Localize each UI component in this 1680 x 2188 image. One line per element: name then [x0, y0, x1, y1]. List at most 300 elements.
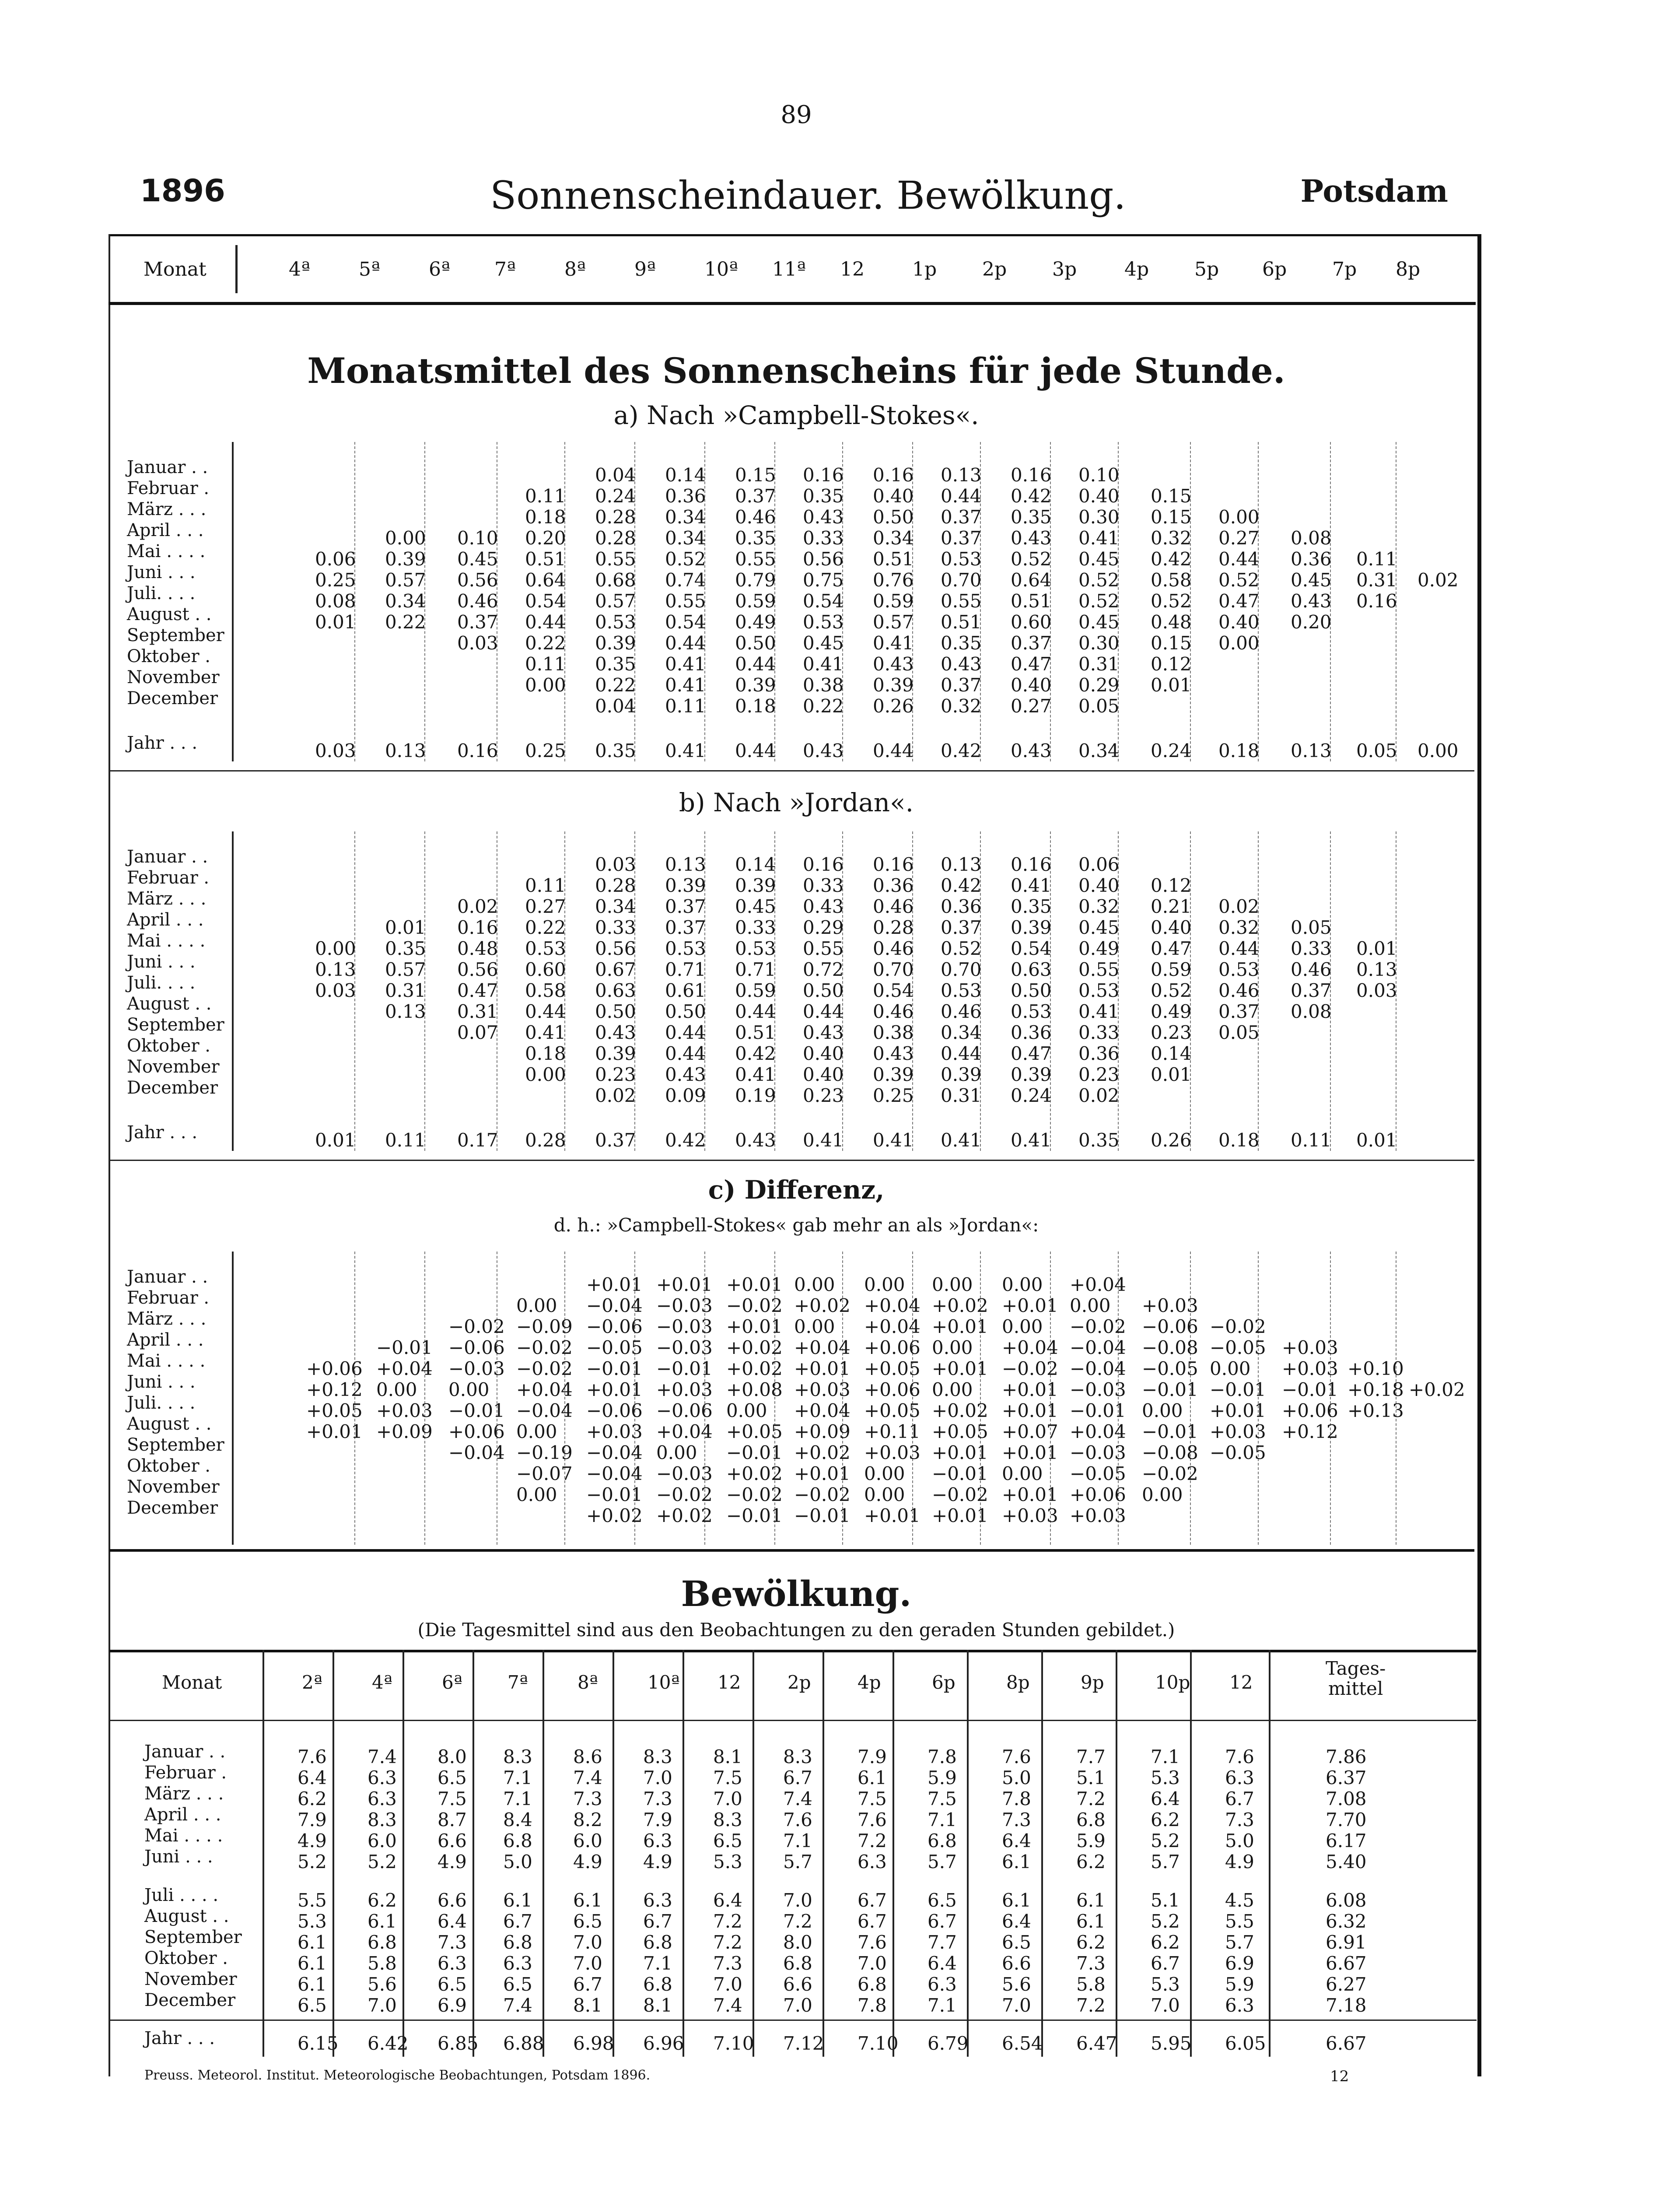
- table-cell: 0.54: [873, 980, 914, 1001]
- table-cell: +0.01: [1002, 1442, 1058, 1463]
- column-separator: [424, 1252, 425, 1545]
- table-cell: 0.00: [932, 1274, 973, 1295]
- cloud-cell: 6.2: [1151, 1932, 1180, 1953]
- table-cell: +0.06: [864, 1337, 920, 1358]
- table-cell: +0.01: [656, 1274, 713, 1295]
- table-cell: 0.55: [595, 548, 636, 570]
- month-label: März . . .: [127, 889, 206, 909]
- cloud-header-cell: 9p: [1081, 1672, 1104, 1693]
- table-cell: 0.16: [803, 854, 844, 875]
- table-cell: 0.53: [941, 548, 982, 570]
- table-cell: 0.67: [595, 959, 636, 980]
- cloud-cell: 8.0: [438, 1746, 467, 1767]
- cloud-cell: 5.0: [1002, 1767, 1031, 1788]
- cloud-cell: 6.4: [438, 1911, 467, 1932]
- table-cell: 0.13: [941, 464, 982, 486]
- cloud-cell: 6.7: [858, 1890, 887, 1911]
- year-cell: 0.44: [873, 740, 914, 761]
- table-cell: 0.47: [1151, 938, 1192, 959]
- cloud-cell: 6.5: [438, 1767, 467, 1788]
- table-cell: 0.44: [735, 1001, 776, 1022]
- hour-header: 10ª: [704, 258, 738, 281]
- cloud-cell: 8.4: [503, 1809, 532, 1830]
- table-cell: 0.41: [1078, 1001, 1120, 1022]
- table-cell: −0.07: [516, 1463, 573, 1484]
- table-cell: 0.10: [457, 527, 498, 549]
- cloud-year-cell: 6.88: [503, 2033, 544, 2054]
- table-cell: 0.16: [1011, 854, 1052, 875]
- cloud-cell: 8.7: [438, 1809, 467, 1830]
- cloud-cell: 7.1: [503, 1767, 532, 1788]
- table-cell: −0.05: [1070, 1463, 1126, 1484]
- table-cell: 0.46: [457, 590, 498, 612]
- cloud-cell: 7.0: [1002, 1995, 1031, 2016]
- cloud-cell: 5.7: [783, 1851, 812, 1872]
- table-cell: 0.45: [735, 896, 776, 917]
- table-cell: 0.39: [735, 875, 776, 896]
- table-cell: 0.00: [864, 1484, 905, 1505]
- cloud-cell: 7.7: [928, 1932, 957, 1953]
- cloud-cell: 7.6: [1002, 1746, 1031, 1767]
- table-cell: 0.51: [735, 1022, 776, 1043]
- year-cell: 0.41: [873, 1129, 914, 1151]
- table-cell: 0.07: [457, 1022, 498, 1043]
- cloud-year-cell: 6.98: [573, 2033, 614, 2054]
- table-cell: 0.49: [1078, 938, 1120, 959]
- cloud-year-cell: 7.10: [858, 2033, 899, 2054]
- table-cell: 0.45: [1078, 917, 1120, 938]
- cloud-cell: 6.4: [298, 1767, 327, 1788]
- table-cell: +0.09: [376, 1421, 433, 1442]
- cloud-month: April . . .: [144, 1805, 221, 1825]
- table-cell: 0.22: [595, 674, 636, 696]
- cloud-cell: 6.1: [858, 1767, 887, 1788]
- table-cell: 0.00: [525, 674, 566, 696]
- table-cell: +0.01: [932, 1316, 988, 1337]
- cloud-cell: 7.7: [1076, 1746, 1106, 1767]
- month-label: December: [127, 688, 218, 708]
- table-cell: 0.12: [1151, 875, 1192, 896]
- table-cell: 0.01: [385, 917, 426, 938]
- month-label: März . . .: [127, 499, 206, 519]
- cloud-cell: 7.8: [1002, 1788, 1031, 1809]
- month-label: Januar . .: [127, 847, 208, 867]
- table-cell: −0.01: [586, 1358, 643, 1379]
- table-cell: 0.22: [803, 695, 844, 717]
- table-cell: −0.01: [1142, 1421, 1198, 1442]
- table-cell: 0.53: [1011, 1001, 1052, 1022]
- table-cell: 0.44: [665, 632, 706, 654]
- hour-header: 5p: [1194, 258, 1219, 281]
- hour-header: 6ª: [429, 258, 450, 281]
- table-cell: +0.07: [1002, 1421, 1058, 1442]
- table-cell: 0.00: [1142, 1484, 1183, 1505]
- table-cell: 0.13: [1356, 959, 1397, 980]
- month-label: Januar . .: [127, 457, 208, 477]
- table-cell: 0.43: [1011, 527, 1052, 549]
- table-cell: 0.49: [1151, 1001, 1192, 1022]
- table-cell: 0.36: [665, 485, 706, 507]
- table-cell: 0.56: [457, 959, 498, 980]
- table-cell: −0.02: [794, 1484, 850, 1505]
- table-cell: −0.03: [656, 1295, 713, 1316]
- table-cell: 0.13: [385, 1001, 426, 1022]
- year-label: Jahr . . .: [127, 1122, 198, 1143]
- table-cell: −0.09: [516, 1316, 573, 1337]
- table-cell: 0.52: [1078, 590, 1120, 612]
- table-cell: +0.01: [1002, 1400, 1058, 1421]
- table-cell: 0.25: [315, 569, 356, 591]
- table-cell: −0.05: [1210, 1442, 1266, 1463]
- year-cell: 0.41: [803, 1129, 844, 1151]
- cloud-cell: 6.7: [573, 1974, 602, 1995]
- table-cell: 0.58: [1151, 569, 1192, 591]
- column-header-monat: Monat: [144, 258, 206, 281]
- cloud-cell: 7.4: [713, 1995, 742, 2016]
- cloud-cell: 6.5: [438, 1974, 467, 1995]
- cloud-column-line: [682, 1650, 684, 2057]
- cloud-column-line: [892, 1650, 894, 2057]
- month-label: April . . .: [127, 910, 204, 930]
- table-cell: 0.11: [525, 875, 566, 896]
- table-cell: 0.63: [1011, 959, 1052, 980]
- cloud-cell: 7.70: [1326, 1809, 1367, 1830]
- table-cell: +0.04: [864, 1316, 920, 1337]
- table-cell: 0.59: [735, 980, 776, 1001]
- cloud-cell: 7.3: [573, 1788, 602, 1809]
- table-cell: 0.27: [1218, 527, 1260, 549]
- table-cell: 0.00: [1002, 1316, 1043, 1337]
- table-cell: 0.46: [873, 938, 914, 959]
- table-cell: 0.50: [665, 1001, 706, 1022]
- table-cell: 0.51: [525, 548, 566, 570]
- cloud-year-rule: [109, 2020, 1477, 2021]
- year-cell: 0.28: [525, 1129, 566, 1151]
- cloud-header-cell: 2p: [788, 1672, 811, 1693]
- table-cell: +0.02: [586, 1505, 643, 1526]
- cloud-month: Januar . .: [144, 1742, 226, 1762]
- cloud-cell: 7.1: [1151, 1746, 1180, 1767]
- table-cell: +0.02: [794, 1442, 850, 1463]
- year-cell: 0.01: [1356, 1129, 1397, 1151]
- sunshine-title: Monatsmittel des Sonnenscheins für jede Stunde.: [307, 350, 1285, 391]
- table-cell: 0.52: [1011, 548, 1052, 570]
- footer-text: Preuss. Meteorol. Institut. Meteorologische Beobachtungen, Potsdam 1896.: [144, 2068, 651, 2083]
- table-cell: 0.13: [941, 854, 982, 875]
- table-cell: 0.54: [665, 611, 706, 633]
- hour-header: 9ª: [634, 258, 656, 281]
- month-label: Juni . . .: [127, 952, 196, 972]
- cloud-cell: 5.1: [1076, 1767, 1106, 1788]
- month-label: Juni . . .: [127, 562, 196, 582]
- table-cell: 0.11: [665, 695, 706, 717]
- table-cell: +0.04: [376, 1358, 433, 1379]
- cloud-cell: 6.1: [368, 1911, 397, 1932]
- year-cell: 0.18: [1218, 740, 1260, 761]
- cloud-cell: 6.4: [1151, 1788, 1180, 1809]
- table-cell: −0.06: [586, 1316, 643, 1337]
- cloud-cell: 6.1: [1002, 1851, 1031, 1872]
- table-cell: 0.37: [1011, 632, 1052, 654]
- table-cell: 0.14: [1151, 1043, 1192, 1064]
- cloud-cell: 6.8: [858, 1974, 887, 1995]
- table-cell: −0.01: [932, 1463, 988, 1484]
- cloud-column-line: [822, 1650, 824, 2057]
- year-cell: 0.05: [1356, 740, 1397, 761]
- table-cell: 0.59: [735, 590, 776, 612]
- difference-note: d. h.: »Campbell-Stokes« gab mehr an als »Jordan«:: [553, 1214, 1039, 1236]
- table-cell: −0.02: [516, 1358, 573, 1379]
- cloud-cell: 6.8: [503, 1830, 532, 1851]
- table-cell: 0.56: [595, 938, 636, 959]
- cloud-month: Februar .: [144, 1763, 227, 1783]
- table-cell: 0.16: [1011, 464, 1052, 486]
- cloud-cell: 6.7: [928, 1911, 957, 1932]
- table-cell: 0.45: [1078, 548, 1120, 570]
- table-cell: 0.39: [735, 674, 776, 696]
- cloud-cell: 6.1: [503, 1890, 532, 1911]
- hour-header: 8p: [1396, 258, 1421, 281]
- cloud-year-cell: 6.15: [298, 2033, 339, 2054]
- table-cell: 0.11: [525, 485, 566, 507]
- cloud-cell: 6.6: [783, 1974, 812, 1995]
- hour-header: 2p: [982, 258, 1007, 281]
- table-cell: 0.41: [665, 674, 706, 696]
- hour-header: 3p: [1052, 258, 1077, 281]
- table-cell: +0.02: [932, 1295, 988, 1316]
- table-cell: 0.00: [448, 1379, 490, 1400]
- cloud-cell: 6.8: [368, 1932, 397, 1953]
- cloud-header-cell: 4p: [858, 1672, 881, 1693]
- hour-header: 4p: [1124, 258, 1149, 281]
- year-cell: 0.25: [525, 740, 566, 761]
- table-cell: 0.33: [803, 875, 844, 896]
- table-cell: +0.12: [1282, 1421, 1338, 1442]
- cloud-cell: 7.5: [858, 1788, 887, 1809]
- cloud-cell: 7.18: [1326, 1995, 1367, 2016]
- cloud-cell: 7.08: [1326, 1788, 1367, 1809]
- table-cell: 0.28: [595, 506, 636, 528]
- table-cell: 0.53: [525, 938, 566, 959]
- cloud-header-cell: Monat: [162, 1672, 222, 1693]
- cloud-cell: 7.0: [1151, 1995, 1180, 2016]
- table-cell: 0.64: [525, 569, 566, 591]
- cloud-title: Bewölkung.: [681, 1573, 912, 1614]
- table-cell: 0.43: [873, 1043, 914, 1064]
- cloud-cell: 6.3: [503, 1953, 532, 1974]
- table-cell: +0.01: [726, 1316, 783, 1337]
- hour-header: 7ª: [494, 258, 516, 281]
- table-cell: −0.02: [1142, 1463, 1198, 1484]
- cloud-cell: 7.2: [1076, 1995, 1106, 2016]
- table-cell: +0.04: [864, 1295, 920, 1316]
- cloud-cell: 6.2: [298, 1788, 327, 1809]
- table-cell: 0.54: [525, 590, 566, 612]
- cloud-cell: 8.1: [643, 1995, 672, 2016]
- cloud-cell: 6.2: [1076, 1851, 1106, 1872]
- table-cell: 0.13: [665, 854, 706, 875]
- table-cell: +0.05: [726, 1421, 783, 1442]
- cloud-cell: 6.7: [858, 1911, 887, 1932]
- cloud-month: December: [144, 1990, 236, 2010]
- cloud-cell: 6.3: [928, 1974, 957, 1995]
- table-cell: 0.39: [941, 1064, 982, 1085]
- hour-header: 1p: [912, 258, 937, 281]
- cloud-cell: 6.5: [503, 1974, 532, 1995]
- cloud-header-cell: 8ª: [578, 1672, 598, 1693]
- table-cell: −0.04: [586, 1442, 643, 1463]
- table-cell: 0.37: [665, 917, 706, 938]
- cloud-cell: 4.5: [1225, 1890, 1254, 1911]
- table-cell: 0.00: [1002, 1463, 1043, 1484]
- table-cell: 0.18: [735, 695, 776, 717]
- month-divider: [232, 442, 234, 761]
- table-cell: 0.00: [932, 1337, 973, 1358]
- cloud-cell: 6.2: [1076, 1932, 1106, 1953]
- table-cell: −0.01: [1282, 1379, 1338, 1400]
- table-cell: 0.55: [803, 938, 844, 959]
- table-cell: 0.24: [595, 485, 636, 507]
- table-cell: 0.54: [803, 590, 844, 612]
- table-cell: 0.34: [665, 527, 706, 549]
- table-cell: 0.15: [1151, 632, 1192, 654]
- cloud-cell: 7.5: [713, 1767, 742, 1788]
- table-cell: 0.70: [873, 959, 914, 980]
- table-cell: +0.02: [726, 1358, 783, 1379]
- cloud-cell: 6.8: [928, 1830, 957, 1851]
- table-cell: 0.22: [385, 611, 426, 633]
- table-cell: 0.57: [385, 959, 426, 980]
- cloud-cell: 7.9: [643, 1809, 672, 1830]
- table-cell: 0.37: [941, 674, 982, 696]
- cloud-cell: 6.5: [1002, 1932, 1031, 1953]
- table-cell: 0.39: [1011, 917, 1052, 938]
- table-cell: 0.00: [864, 1274, 905, 1295]
- table-cell: +0.01: [726, 1274, 783, 1295]
- cloud-cell: 7.0: [573, 1953, 602, 1974]
- table-cell: −0.04: [1070, 1337, 1126, 1358]
- cloud-cell: 7.1: [503, 1788, 532, 1809]
- table-cell: 0.50: [595, 1001, 636, 1022]
- year-cell: 0.24: [1151, 740, 1192, 761]
- cloud-cell: 5.3: [1151, 1767, 1180, 1788]
- table-cell: 0.34: [941, 1022, 982, 1043]
- cloud-cell: 5.9: [1225, 1974, 1254, 1995]
- year-cell: 0.00: [1418, 740, 1459, 761]
- cloud-cell: 6.5: [573, 1911, 602, 1932]
- table-cell: 0.34: [873, 527, 914, 549]
- table-cell: +0.04: [794, 1400, 850, 1421]
- table-cell: 0.32: [1078, 896, 1120, 917]
- table-cell: 0.06: [315, 548, 356, 570]
- table-cell: 0.01: [315, 611, 356, 633]
- cloud-cell: 7.5: [928, 1788, 957, 1809]
- cloud-year-cell: 6.67: [1326, 2033, 1367, 2054]
- table-cell: +0.06: [306, 1358, 363, 1379]
- header-place: Potsdam: [1300, 173, 1448, 209]
- cloud-column-line: [1190, 1650, 1192, 2057]
- table-cell: 0.46: [873, 1001, 914, 1022]
- cloud-cell: 7.1: [928, 1995, 957, 2016]
- cloud-cell: 6.3: [438, 1953, 467, 1974]
- cloud-cell: 6.67: [1326, 1953, 1367, 1974]
- table-cell: +0.04: [794, 1337, 850, 1358]
- cloud-header-cell: 12: [718, 1672, 741, 1693]
- table-cell: 0.23: [595, 1064, 636, 1085]
- cloud-cell: 5.0: [503, 1851, 532, 1872]
- table-cell: +0.06: [1070, 1484, 1126, 1505]
- table-cell: 0.21: [1151, 896, 1192, 917]
- cloud-cell: 5.8: [1076, 1974, 1106, 1995]
- cloud-cell: 6.27: [1326, 1974, 1367, 1995]
- table-cell: 0.44: [1218, 548, 1260, 570]
- cloud-cell: 7.4: [368, 1746, 397, 1767]
- month-label: Oktober .: [127, 1456, 211, 1476]
- table-cell: −0.01: [586, 1484, 643, 1505]
- cloud-cell: 7.1: [643, 1953, 672, 1974]
- table-cell: 0.37: [735, 485, 776, 507]
- table-cell: 0.53: [735, 938, 776, 959]
- table-cell: 0.41: [525, 1022, 566, 1043]
- table-cell: 0.56: [457, 569, 498, 591]
- cloud-year-cell: 6.47: [1076, 2033, 1117, 2054]
- cloud-year-cell: 5.95: [1151, 2033, 1192, 2054]
- table-cell: 0.60: [525, 959, 566, 980]
- cloud-cell: 6.91: [1326, 1932, 1367, 1953]
- cloud-cell: 6.5: [928, 1890, 957, 1911]
- table-cell: −0.01: [1210, 1379, 1266, 1400]
- table-cell: 0.01: [1151, 1064, 1192, 1085]
- table-cell: +0.02: [726, 1337, 783, 1358]
- cloud-note: (Die Tagesmittel sind aus den Beobachtungen zu den geraden Stunden gebildet.): [417, 1619, 1175, 1641]
- table-cell: 0.37: [1291, 980, 1332, 1001]
- table-cell: +0.03: [1142, 1295, 1198, 1316]
- cloud-year-label: Jahr . . .: [144, 2028, 215, 2048]
- hour-header: 6p: [1262, 258, 1287, 281]
- table-cell: 0.43: [803, 896, 844, 917]
- cloud-cell: 6.3: [1225, 1995, 1254, 2016]
- table-cell: 0.16: [457, 917, 498, 938]
- cloud-cell: 5.3: [1151, 1974, 1180, 1995]
- table-cell: −0.01: [726, 1442, 783, 1463]
- table-cell: +0.04: [1070, 1421, 1126, 1442]
- table-cell: 0.46: [1291, 959, 1332, 980]
- cloud-column-line: [472, 1650, 474, 2057]
- table-cell: 0.35: [803, 485, 844, 507]
- table-cell: 0.60: [1011, 611, 1052, 633]
- table-cell: 0.35: [1011, 896, 1052, 917]
- table-cell: +0.03: [656, 1379, 713, 1400]
- table-cell: 0.28: [595, 875, 636, 896]
- table-cell: +0.01: [864, 1505, 920, 1526]
- cloud-cell: 5.7: [928, 1851, 957, 1872]
- cloud-cell: 6.7: [1225, 1788, 1254, 1809]
- table-cell: 0.39: [595, 632, 636, 654]
- cloud-cell: 6.7: [1151, 1953, 1180, 1974]
- table-cell: 0.04: [595, 695, 636, 717]
- table-cell: 0.44: [525, 1001, 566, 1022]
- table-cell: +0.03: [794, 1379, 850, 1400]
- table-cell: +0.01: [932, 1358, 988, 1379]
- table-cell: +0.03: [1282, 1358, 1338, 1379]
- cloud-cell: 6.8: [1076, 1809, 1106, 1830]
- cloud-cell: 7.2: [858, 1830, 887, 1851]
- table-cell: 0.00: [932, 1379, 973, 1400]
- cloud-cell: 4.9: [1225, 1851, 1254, 1872]
- table-cell: 0.42: [1151, 548, 1192, 570]
- year-cell: 0.44: [735, 740, 776, 761]
- table-cell: 0.51: [941, 611, 982, 633]
